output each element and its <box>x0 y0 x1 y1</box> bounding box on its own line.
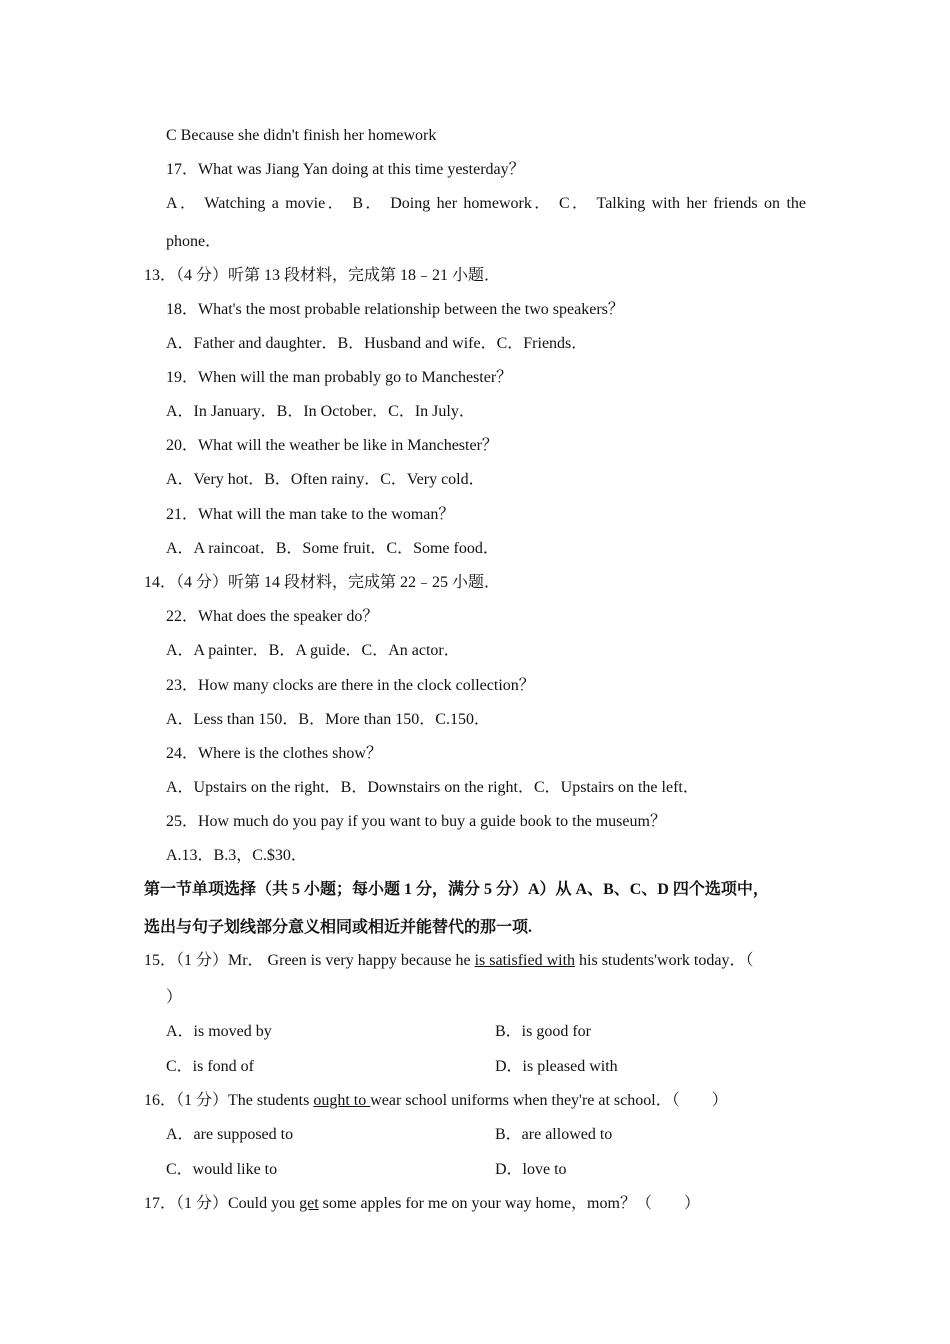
question-15-text-after: his students'work today．（ <box>575 952 754 969</box>
section-heading-14: 14．（4 分）听第 14 段材料，完成第 22﹣25 小题． <box>144 574 501 591</box>
question-25: 25．How much do you pay if you want to buy a guide book to the museum？ <box>166 813 666 830</box>
option-q16-b: B．are allowed to <box>495 1126 613 1143</box>
question-17-vocab-text-before: 17．（1 分）Could you <box>144 1195 300 1212</box>
question-22: 22．What does the speaker do？ <box>166 608 379 625</box>
question-17: 17．What was Jiang Yan doing at this time yesterday？ <box>166 161 525 178</box>
option-q16-d: D．love to <box>495 1161 567 1178</box>
question-18: 18．What's the most probable relationship between the two speakers？ <box>166 301 624 318</box>
options-q25: A.13．B.3，C.$30． <box>166 847 307 864</box>
section-heading-13: 13．（4 分）听第 13 段材料，完成第 18﹣21 小题． <box>144 267 501 284</box>
question-16 <box>144 1091 728 1111</box>
question-21: 21．What will the man take to the woman？ <box>166 506 455 523</box>
options-q19: A．In January．B．In October．C．In July． <box>166 403 475 420</box>
question-19: 19．When will the man probably go to Manchester？ <box>166 369 513 386</box>
question-16-underlined: ought to <box>313 1092 371 1109</box>
option-q15-a: A．is moved by <box>166 1023 272 1040</box>
options-q22: A．A painter．B．A guide．C．An actor． <box>166 642 460 659</box>
options-q23: A．Less than 150．B．More than 150．C.150． <box>166 711 490 728</box>
options-q24: A．Upstairs on the right．B．Downstairs on the right．C．Upstairs on the left． <box>166 779 699 796</box>
question-15 <box>144 951 753 971</box>
option-line-q16-c: C Because she didn't finish her homework <box>166 127 437 144</box>
options-q21: A．A raincoat．B．Some fruit．C．Some food． <box>166 540 499 557</box>
question-15-text-before: 15．（1 分）Mr． Green is very happy because he <box>144 952 475 969</box>
options-q17-continued: phone． <box>166 233 222 250</box>
option-q16-c: C．would like to <box>166 1161 278 1178</box>
option-q15-d: D．is pleased with <box>495 1058 618 1075</box>
question-20: 20．What will the weather be like in Manchester？ <box>166 437 498 454</box>
options-q18: A．Father and daughter．B．Husband and wife．C．Friends． <box>166 335 588 352</box>
option-q15-b: B．is good for <box>495 1023 592 1040</box>
question-23: 23．How many clocks are there in the clock collection？ <box>166 677 535 694</box>
section-instruction: 第一节单项选择（共 5 小题；每小题 1 分，满分 5 分）A）从 A、B、C、D 四个选项中， <box>144 881 769 898</box>
question-16-text-before: 16．（1 分）The students <box>144 1092 314 1109</box>
option-q15-c: C．is fond of <box>166 1058 255 1075</box>
options-q20: A．Very hot．B．Often rainy．C．Very cold． <box>166 471 485 488</box>
question-16-text-after: wear school uniforms when they're at school．（ ） <box>370 1092 728 1109</box>
question-15-bracket-close: ） <box>166 989 183 1006</box>
question-17-vocab-underlined: get <box>299 1195 319 1212</box>
section-instruction-continued: 选出与句子划线部分意义相同或相近并能替代的那一项. <box>144 919 533 936</box>
question-17-vocab-text-after: some apples for me on your way home，mom？（ ） <box>318 1195 700 1212</box>
question-17-vocab <box>144 1194 700 1214</box>
question-15-underlined: is satisfied with <box>474 952 576 969</box>
options-q17: A． Watching a movie． B． Doing her homework． C． Talking with her friends on the <box>166 195 806 212</box>
option-q16-a: A．are supposed to <box>166 1126 294 1143</box>
question-24: 24．Where is the clothes show？ <box>166 745 382 762</box>
